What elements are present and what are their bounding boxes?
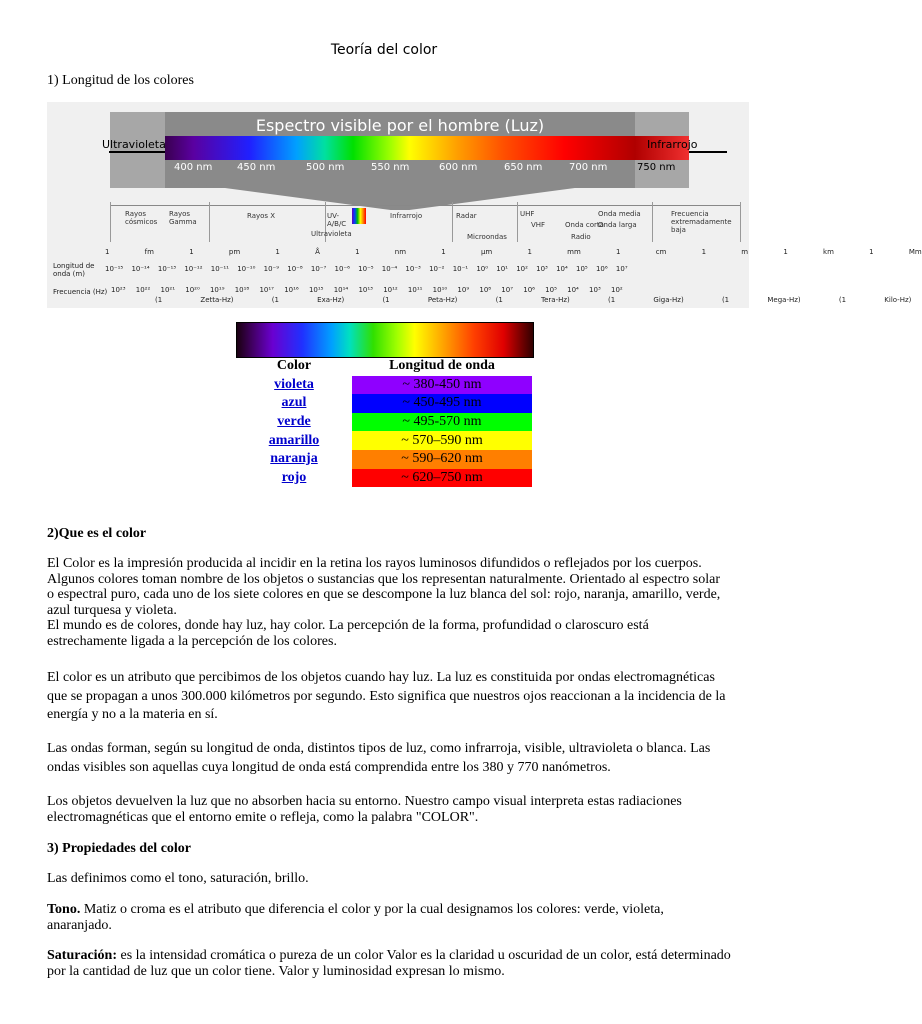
nm-label: 750 nm — [637, 162, 676, 173]
band-label: Microondas — [467, 233, 507, 241]
length-unit: 1 km — [783, 248, 834, 256]
section-2-heading: 2)Que es el color — [47, 526, 147, 541]
color-name-link[interactable]: verde — [277, 414, 311, 430]
length-unit: 1 fm — [105, 248, 154, 256]
freq-unit: (1 Zetta-Hz) — [155, 296, 234, 304]
band-label: Rayos X — [247, 212, 276, 220]
freq-exponents: 10²³ 10²² 10²¹ 10²⁰ 10¹⁹ 10¹⁸ 10¹⁷ 10¹⁶ 10¹⁵ 10¹⁴ 10¹³ 10¹² 10¹¹ 10¹⁰ 10⁹ 10⁸ 10⁷ 10⁶ 10⁵ 10⁴ 10³ 10² — [111, 286, 623, 294]
color-name-link[interactable]: amarillo — [268, 432, 320, 448]
band-label: Rayos Gamma — [169, 210, 197, 226]
freq-unit: (1 Mega-Hz) — [721, 296, 801, 304]
band-label: Ultravioleta — [311, 230, 352, 238]
wavelength-range: ~ 620–750 nm — [352, 469, 532, 488]
nm-label: 650 nm — [504, 162, 543, 173]
tick — [452, 202, 453, 242]
color-name-link[interactable]: violeta — [274, 376, 314, 392]
table-row — [236, 450, 532, 469]
length-row-label: Longitud de onda (m) — [53, 262, 95, 278]
length-unit: 1 cm — [616, 248, 667, 256]
ir-label: Infrarrojo — [647, 138, 698, 151]
term-tono: Tono. — [47, 902, 81, 917]
definition: Matiz o croma es el atributo que diferencia el color y por la cual designamos los colores: verde, violeta, anaranjado. — [47, 902, 664, 933]
color-wavelength-table — [236, 357, 532, 487]
band-label: Onda corta — [565, 221, 604, 229]
length-unit: 1 nm — [355, 248, 407, 256]
section-3-heading: 3) Propiedades del color — [47, 841, 192, 856]
band-label: Onda media — [598, 210, 641, 218]
length-unit: 1 pm — [189, 248, 241, 256]
color-name-link[interactable]: azul — [281, 395, 307, 411]
paragraph: El color es un atributo que percibimos de los objetos cuando hay luz. La luz es constituida por ondas electromagnéticas que se propagan a unos 300.000 kilómetros por segundo. Esto significa que nuestros ojos reaccionan a la incidencia de la energía y no a la materia en sí. — [47, 670, 726, 722]
paragraph: Las definimos como el tono, saturación, brillo. — [47, 871, 309, 886]
header-color: Color — [276, 358, 312, 374]
paragraph-tono — [47, 902, 723, 933]
freq-unit: (1 Peta-Hz) — [382, 296, 458, 304]
figure-heading: Espectro visible por el hombre (Luz) — [255, 116, 545, 135]
band-label: UHF — [520, 210, 535, 218]
length-units-row — [105, 248, 922, 256]
paragraph: El mundo es de colores, donde hay luz, hay color. La percepción de la forma, profundidad o claroscuro está estrechamente ligada a la percepción de los colores. — [47, 618, 649, 649]
band-label: VHF — [531, 221, 546, 229]
length-unit: 1 mm — [527, 248, 581, 256]
document-title: Teoría del color — [330, 42, 438, 58]
nm-label: 450 nm — [237, 162, 276, 173]
nm-label: 500 nm — [306, 162, 345, 173]
paragraph: Los objetos devuelven la luz que no absorben hacia su entorno. Nuestro campo visual interpreta estas radiaciones electromagnéticas que el entorno emite o refleja, como la palabra "COLOR". — [47, 794, 682, 825]
table-row — [236, 469, 532, 488]
electromagnetic-spectrum-figure — [47, 102, 922, 308]
visible-stripe — [352, 208, 366, 224]
color-gradient-bar — [236, 322, 534, 358]
term-saturacion: Saturación: — [47, 948, 117, 963]
wavelength-range: ~ 495-570 nm — [352, 413, 532, 432]
tick — [740, 202, 741, 242]
length-exponents: 10⁻¹⁵ 10⁻¹⁴ 10⁻¹³ 10⁻¹² 10⁻¹¹ 10⁻¹⁰ 10⁻⁹ 10⁻⁸ 10⁻⁷ 10⁻⁶ 10⁻⁵ 10⁻⁴ 10⁻³ 10⁻² 10⁻¹ 10⁰ 10¹ 10² 10³ 10⁴ 10⁵ 10⁶ 10⁷ — [105, 265, 628, 273]
freq-unit: (1 Tera-Hz) — [495, 296, 570, 304]
band-label: Infrarrojo — [390, 212, 423, 220]
freq-row-label: Frecuencia (Hz) — [53, 288, 108, 296]
length-unit: 1 m — [701, 248, 749, 256]
band-label: Radio — [571, 233, 591, 241]
nm-label: 400 nm — [174, 162, 213, 173]
header-wavelength: Longitud de onda — [389, 358, 495, 374]
band-label: UV-A/B/C — [327, 212, 347, 228]
color-name-link[interactable]: naranja — [270, 451, 318, 467]
table-header-row — [236, 357, 532, 376]
arrow-left-icon — [109, 151, 165, 153]
table-row — [236, 394, 532, 413]
band-label: Onda larga — [598, 221, 637, 229]
length-unit: 1 µm — [441, 248, 493, 256]
table-row — [236, 376, 532, 395]
band-label: Rayos cósmicos — [125, 210, 158, 226]
nm-label: 600 nm — [439, 162, 478, 173]
wavelength-range: ~ 590–620 nm — [352, 450, 532, 469]
table-row — [236, 413, 532, 432]
length-unit: 1 Å — [275, 248, 320, 256]
freq-units-row — [155, 296, 911, 304]
scale-bar — [110, 205, 740, 206]
paragraph: El Color es la impresión producida al incidir en la retina los rayos luminosos difundidos o reflejados por los cuerpos. Algunos colores toman nombre de los objetos o sustancias que los representan naturalmente. Orientado al espectro solar o espectral puro, cada uno de los siete colores en que se descompone la luz blanca del sol: rojo, naranja, amarillo, verde, azul turquesa y violeta. — [47, 556, 721, 618]
wavelength-range: ~ 380-450 nm — [352, 376, 532, 395]
freq-unit: (1 Giga-Hz) — [608, 296, 684, 304]
definition: es la intensidad cromática o pureza de un color Valor es la claridad u oscuridad de un color, está determinado por la cantidad de luz que un color tiene. Valor y luminosidad expresan lo mismo. — [47, 948, 731, 979]
section-1-heading: 1) Longitud de los colores — [47, 73, 194, 88]
band-label: Radar — [456, 212, 477, 220]
arrow-right-icon — [689, 151, 727, 153]
length-unit: 1 Mm — [869, 248, 922, 256]
tick — [517, 202, 518, 242]
nm-label: 700 nm — [569, 162, 608, 173]
visible-rainbow — [165, 136, 635, 160]
wavelength-range: ~ 570–590 nm — [352, 431, 532, 450]
band-label: Frecuencia extremadamente baja — [671, 210, 732, 234]
paragraph-saturacion — [47, 948, 737, 979]
uv-label: Ultravioleta — [102, 138, 166, 151]
table-row — [236, 431, 532, 450]
freq-unit: (1 Exa-Hz) — [271, 296, 345, 304]
tick — [110, 202, 111, 242]
color-name-link[interactable]: rojo — [281, 469, 307, 485]
tick — [209, 202, 210, 242]
wavelength-range: ~ 450-495 nm — [352, 394, 532, 413]
tick — [652, 202, 653, 242]
paragraph: Las ondas forman, según su longitud de onda, distintos tipos de luz, como infrarroja, visible, ultravioleta o blanca. Las ondas visibles son aquellas cuya longitud de onda está comprendida entre los 380 y 770 nanómetros. — [47, 741, 711, 775]
nm-label: 550 nm — [371, 162, 410, 173]
freq-unit: (1 Kilo-Hz) — [838, 296, 912, 304]
